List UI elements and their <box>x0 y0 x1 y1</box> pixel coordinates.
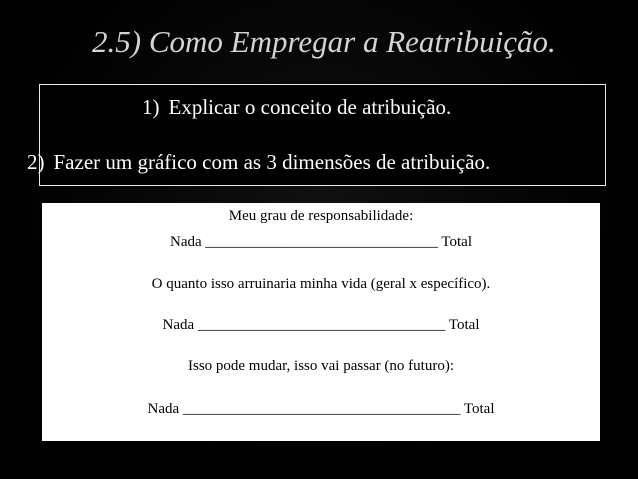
responsibility-label: Meu grau de responsabilidade: <box>228 208 414 224</box>
steps-box <box>27 84 606 186</box>
slide-title: 2.5) Como Empregar a Reatribuição. <box>92 24 556 59</box>
step-item <box>27 150 490 174</box>
step-item <box>142 95 451 119</box>
step-text: Fazer um gráfico com as 3 dimensões de atribuição. <box>53 150 491 174</box>
change-label: Isso pode mudar, isso vai passar (no futuro): <box>187 358 454 374</box>
ruin-label: O quanto isso arruinaria minha vida (geral x específico). <box>151 276 491 292</box>
change-scale: Nada _____________________________________ Total <box>147 401 495 417</box>
ruin-scale: Nada _________________________________ Total <box>162 317 480 333</box>
responsibility-scale: Nada _______________________________ Total <box>170 234 472 250</box>
step-number: 1) <box>142 95 160 119</box>
step-text: Explicar o conceito de atribuição. <box>168 95 452 119</box>
step-number: 2) <box>27 150 45 174</box>
attribution-scales-panel <box>42 203 600 441</box>
